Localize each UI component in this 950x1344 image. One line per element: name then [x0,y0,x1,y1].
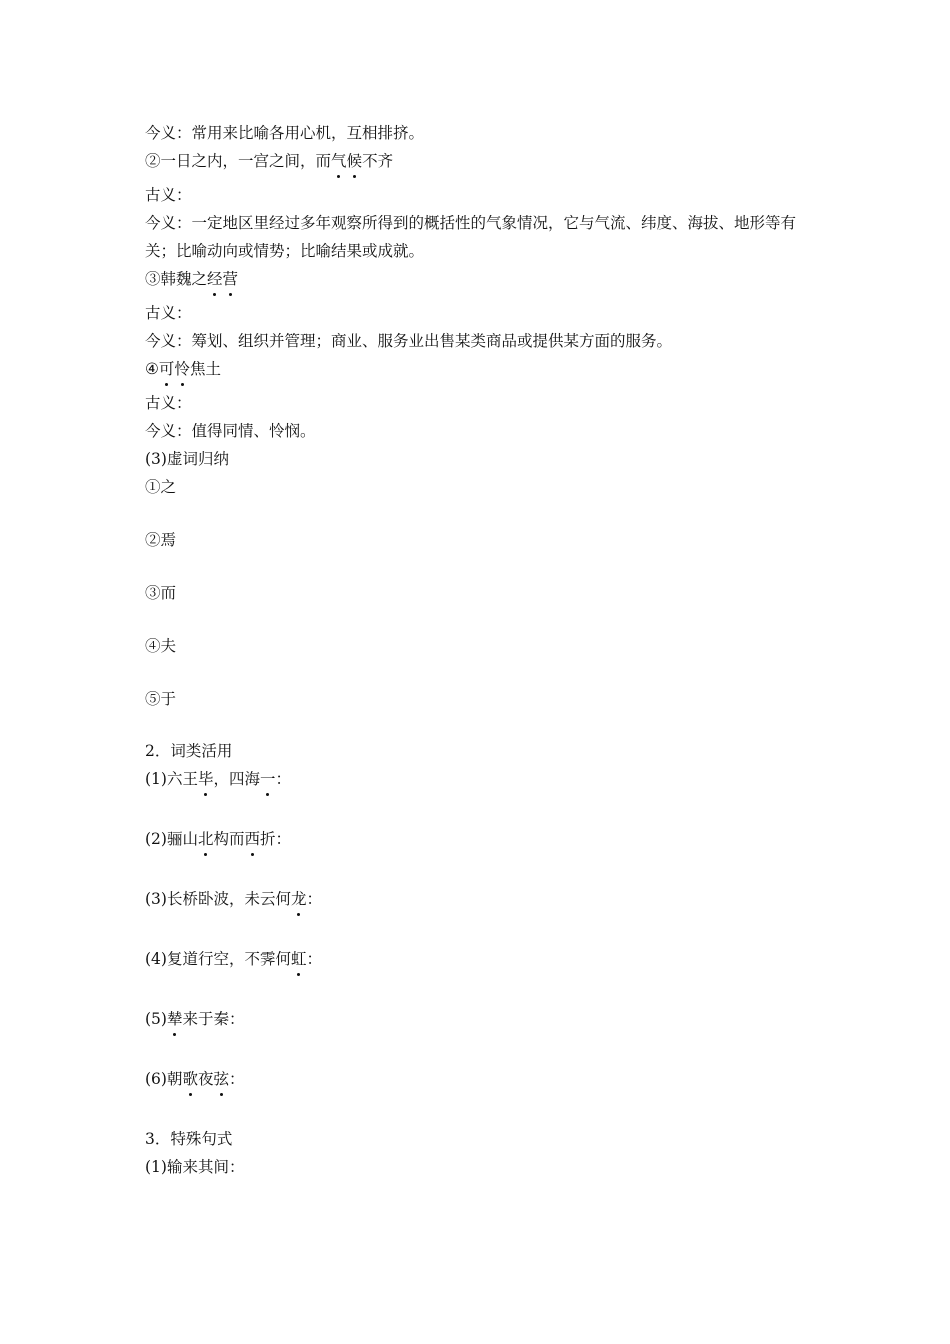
cilei-item-3: (3)长桥卧波，未云何龙： [145,890,322,908]
xuci-item: ⑤于 [145,690,177,708]
gu-yi-4: 古义： [145,394,192,412]
emphasis-char: 弦 [213,1070,230,1088]
emphasis-char: 歌 [182,1070,198,1088]
gu-yi-2: 古义： [145,186,192,204]
jin-yi-2: 今义：一定地区里经过多年观察所得到的概括性的气象情况，它与气流、纬度、海拔、地形等有关；比喻动向或情势；比喻结果或成就。 [145,214,797,260]
item-heading-3: ③韩魏之经营 [145,270,239,288]
emphasis-char: 辇 [166,1010,183,1028]
emphasis-char: 经 [207,270,223,288]
emphasis-char: 龙 [290,890,307,908]
section-title-xuci: (3)虚词归纳 [145,450,229,468]
emphasis-char: 候 [346,152,363,170]
teshu-item-1: (1)输来其间： [145,1158,245,1176]
xuci-item: ④夫 [145,637,177,655]
emphasis-char: 怜 [174,360,190,378]
emphasis-char: 可 [158,360,175,378]
section-title-teshu: 3．特殊句式 [145,1130,233,1148]
emphasis-char: 毕 [197,770,214,788]
item-heading-4: ④可怜焦土 [145,360,221,378]
cilei-item-2: (2)骊山北构而西折： [145,830,292,848]
cilei-item-1: (1)六王毕，四海一： [145,770,292,788]
xuci-item: ①之 [145,478,177,496]
emphasis-char: 西 [244,830,261,848]
emphasis-char: 虹 [290,950,307,968]
emphasis-char: 一 [260,770,276,788]
jin-yi-4: 今义：值得同情、怜悯。 [145,422,316,440]
jin-yi-3: 今义：筹划、组织并管理；商业、服务业出售某类商品或提供某方面的服务。 [145,332,673,350]
section-title-cilei: 2．词类活用 [145,742,233,760]
cilei-item-5: (5)辇来于秦： [145,1010,245,1028]
cilei-item-4: (4)复道行空，不霁何虹： [145,950,322,968]
gu-yi-3: 古义： [145,304,192,322]
emphasis-char: 北 [197,830,214,848]
xuci-item: ②焉 [145,531,177,549]
item-heading-2: ②一日之内，一宫之间，而气候不齐 [145,152,394,170]
dotted-word [331,152,362,170]
xuci-item: ③而 [145,584,177,602]
emphasis-char: 营 [222,270,239,288]
emphasis-char: 气 [331,152,347,170]
cilei-item-6: (6)朝歌夜弦： [145,1070,245,1088]
jin-yi-line-1: 今义：常用来比喻各用心机，互相排挤。 [145,124,425,142]
